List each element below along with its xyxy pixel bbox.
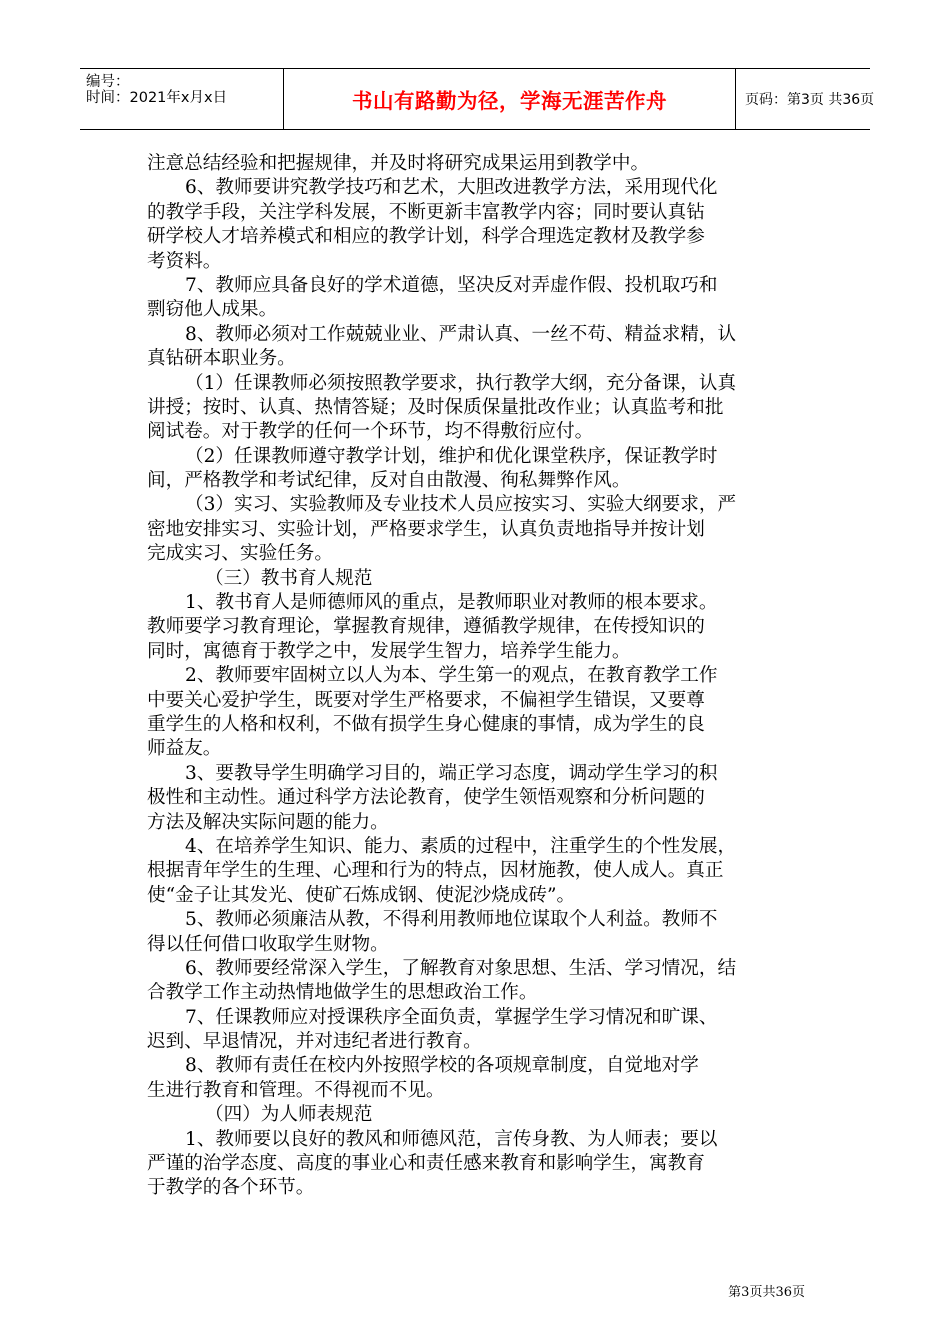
document-body <box>147 152 807 1201</box>
text-line: 根据青年学生的生理、心理和行为的特点，因材施教，使人成人。真正 <box>147 860 724 882</box>
text-line: 注意总结经验和把握规律，并及时将研究成果运用到教学中。 <box>147 153 650 174</box>
text-line: 1、教师要以良好的教风和师德风范，言传身教、为人师表；要以 <box>185 1128 718 1150</box>
text-line: 于教学的各个环节。 <box>147 1177 315 1199</box>
document-date-label: 时间：2021年x月x日 <box>86 90 228 106</box>
text-line: 1、教书育人是师德师风的重点，是教师职业对教师的根本要求。 <box>185 592 718 614</box>
text-line: 合教学工作主动热情地做学生的思想政治工作。 <box>147 982 538 1004</box>
text-line: 7、教师应具备良好的学术道德，坚决反对弄虚作假、投机取巧和 <box>185 274 718 296</box>
header-motto-cell <box>283 69 736 129</box>
section-heading: （三）教书育人规范 <box>205 567 373 589</box>
header-motto: 书山有路勤为径，学海无涯苦作舟 <box>352 89 667 113</box>
text-line: 方法及解决实际问题的能力。 <box>147 811 389 833</box>
text-line: 间，严格教学和考试纪律，反对自由散漫、徇私舞弊作风。 <box>147 470 631 492</box>
text-line: 研学校人才培养模式和相应的教学计划，科学合理选定教材及教学参 <box>147 226 705 248</box>
text-line: 完成实习、实验任务。 <box>147 543 333 565</box>
text-line: 的教学手段，关注学科发展，不断更新丰富教学内容；同时要认真钻 <box>147 201 705 223</box>
text-line: 7、任课教师应对授课秩序全面负责，掌握学生学习情况和旷课、 <box>185 1006 718 1028</box>
text-line: 使“金子让其发光、使矿石炼成钢、使泥沙烧成砖”。 <box>147 884 576 906</box>
text-line: 5、教师必须廉洁从教，不得利用教师地位谋取个人利益。教师不 <box>185 909 718 931</box>
text-line: 4、在培养学生知识、能力、素质的过程中，注重学生的个性发展， <box>185 835 737 857</box>
text-line: 3、要教导学生明确学习目的，端正学习态度，调动学生学习的积 <box>185 762 718 784</box>
text-line: 严谨的治学态度、高度的事业心和责任感来教育和影响学生，寓教育 <box>147 1153 705 1175</box>
header-page-cell <box>735 69 875 129</box>
text-line: 8、教师有责任在校内外按照学校的各项规章制度，自觉地对学 <box>185 1055 699 1077</box>
text-line: 迟到、早退情况，并对违纪者进行教育。 <box>147 1031 482 1053</box>
text-line: （3）实习、实验教师及专业技术人员应按实习、实验大纲要求，严 <box>185 494 737 516</box>
text-line: 同时，寓德育于教学之中，发展学生智力，培养学生能力。 <box>147 640 631 662</box>
page-header <box>80 68 875 130</box>
text-line: 阅试卷。对于教学的任何一个环节，均不得敷衍应付。 <box>147 421 594 443</box>
text-line: 师益友。 <box>147 738 222 760</box>
text-line: 极性和主动性。通过科学方法论教育，使学生领悟观察和分析问题的 <box>147 787 705 809</box>
section-heading: （四）为人师表规范 <box>205 1104 373 1126</box>
text-line: 2、教师要牢固树立以人为本、学生第一的观点，在教育教学工作 <box>185 665 718 687</box>
text-line: 考资料。 <box>147 250 222 272</box>
text-line: 6、教师要经常深入学生，了解教育对象思想、生活、学习情况，结 <box>185 957 737 979</box>
header-info-cell <box>80 69 282 129</box>
text-line: 中要关心爱护学生，既要对学生严格要求，不偏袒学生错误，又要尊 <box>147 689 705 711</box>
text-line: 6、教师要讲究教学技巧和艺术，大胆改进教学方法，采用现代化 <box>185 177 718 199</box>
text-line: （2）任课教师遵守教学计划，维护和优化课堂秩序，保证教学时 <box>185 445 718 467</box>
text-line: 教师要学习教育理论，掌握教育规律，遵循教学规律，在传授知识的 <box>147 616 705 638</box>
text-line: 得以任何借口收取学生财物。 <box>147 933 389 955</box>
page-footer: 第3页共36页 <box>728 1285 805 1300</box>
text-line: 讲授；按时、认真、热情答疑；及时保质保量批改作业；认真监考和批 <box>147 396 724 418</box>
text-line: 真钻研本职业务。 <box>147 348 296 370</box>
text-line: （1）任课教师必须按照教学要求，执行教学大纲，充分备课，认真 <box>185 372 737 394</box>
header-page-code: 页码：第3页 共36页 <box>745 92 875 108</box>
text-line: 生进行教育和管理。不得视而不见。 <box>147 1079 445 1101</box>
text-line: 重学生的人格和权利，不做有损学生身心健康的事情，成为学生的良 <box>147 713 705 735</box>
text-line: 密地安排实习、实验计划，严格要求学生，认真负责地指导并按计划 <box>147 518 705 540</box>
document-number-label: 编号： <box>86 74 130 90</box>
text-line: 剽窃他人成果。 <box>147 299 278 321</box>
text-line: 8、教师必须对工作兢兢业业、严肃认真、一丝不苟、精益求精，认 <box>185 323 737 345</box>
